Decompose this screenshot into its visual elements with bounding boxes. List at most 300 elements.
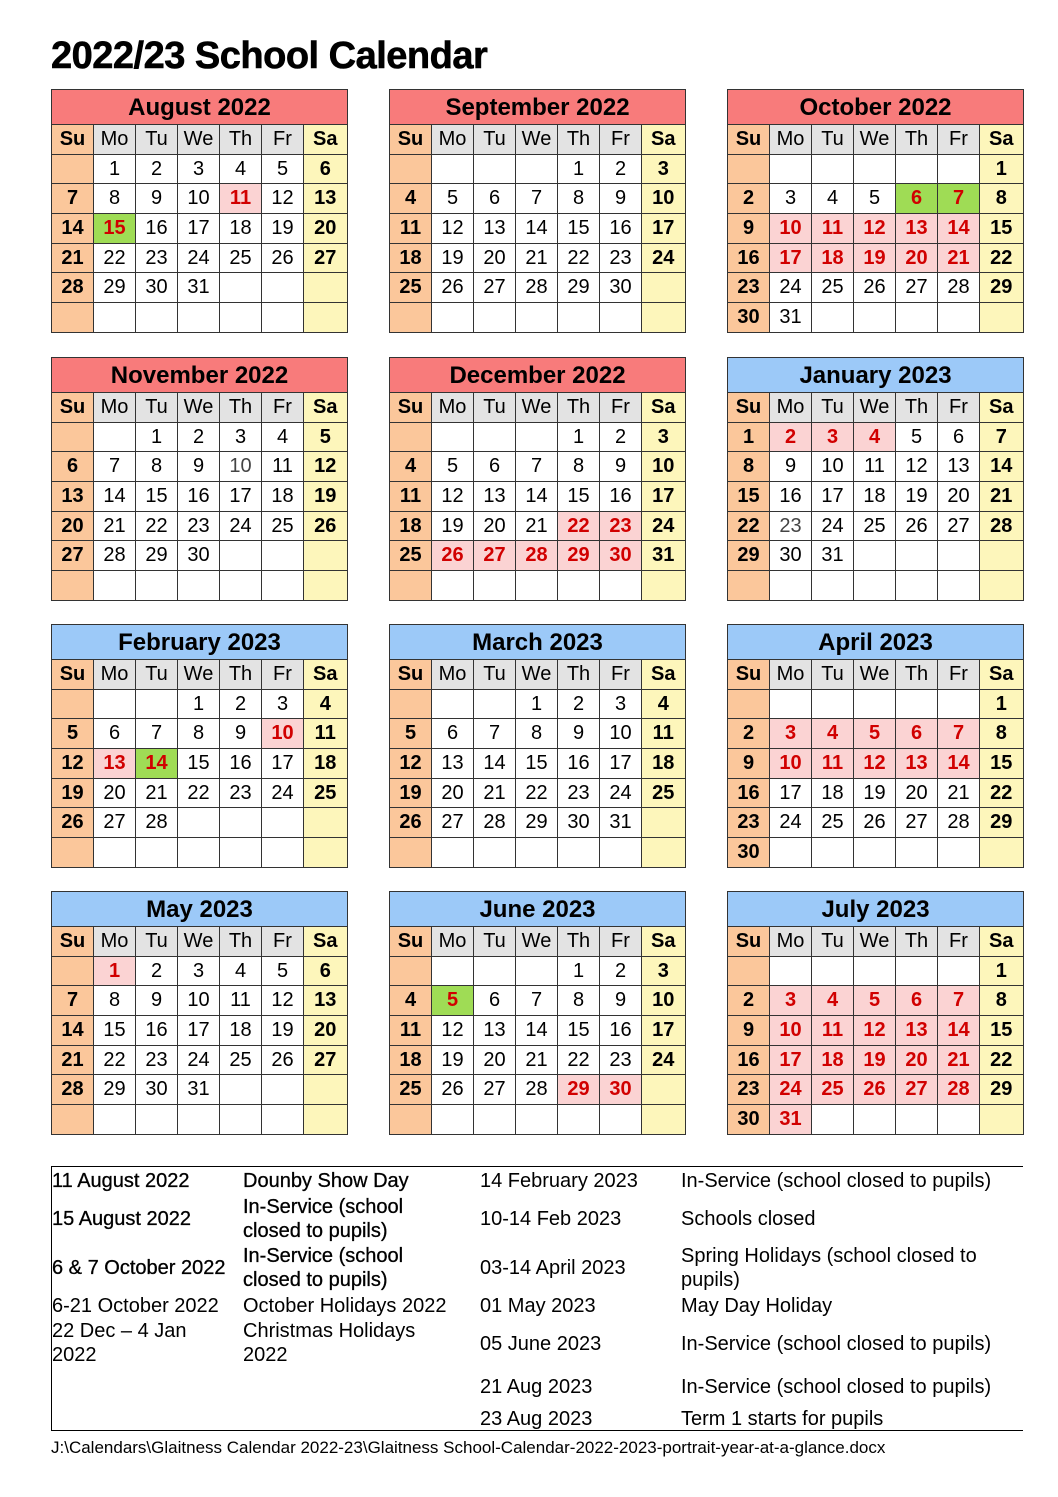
day-cell: 7 [94, 452, 136, 482]
day-cell: 7 [516, 452, 558, 482]
day-cell: 27 [896, 273, 938, 303]
day-cell: 23 [600, 1046, 642, 1076]
day-cell: 14 [136, 749, 178, 779]
weekday-header: Fr [938, 660, 980, 690]
empty-day-cell [854, 838, 896, 868]
weekday-header: Tu [136, 125, 178, 155]
day-cell: 13 [896, 214, 938, 244]
day-cell: 12 [432, 214, 474, 244]
day-cell: 11 [390, 214, 432, 244]
day-cell: 26 [390, 808, 432, 838]
event-date: 6-21 October 2022 [52, 1295, 219, 1317]
day-cell: 6 [474, 986, 516, 1016]
empty-day-cell [516, 838, 558, 868]
day-cell: 2 [600, 423, 642, 453]
day-cell: 30 [178, 541, 220, 571]
day-cell: 31 [770, 303, 812, 333]
day-cell: 27 [94, 808, 136, 838]
day-cell: 28 [52, 1075, 94, 1105]
event-description: Spring Holidays (school closed to pupils) [681, 1245, 977, 1291]
day-cell: 27 [52, 541, 94, 571]
day-cell: 16 [220, 749, 262, 779]
empty-day-cell [432, 690, 474, 720]
empty-day-cell [770, 957, 812, 987]
empty-day-cell [136, 690, 178, 720]
day-cell: 13 [474, 482, 516, 512]
day-cell: 22 [558, 1046, 600, 1076]
day-cell: 25 [220, 1046, 262, 1076]
empty-day-cell [980, 571, 1024, 601]
day-cell: 22 [516, 779, 558, 809]
empty-day-cell [642, 571, 686, 601]
day-cell: 8 [178, 719, 220, 749]
day-cell: 20 [304, 1016, 348, 1046]
empty-day-cell [304, 808, 348, 838]
month-calendar [389, 357, 686, 601]
day-cell: 28 [516, 273, 558, 303]
empty-day-cell [390, 838, 432, 868]
empty-day-cell [262, 273, 304, 303]
day-cell: 3 [770, 184, 812, 214]
weekday-header: We [854, 927, 896, 957]
empty-day-cell [854, 957, 896, 987]
day-cell: 25 [304, 779, 348, 809]
empty-day-cell [304, 838, 348, 868]
day-cell: 25 [812, 1075, 854, 1105]
day-cell: 3 [642, 957, 686, 987]
day-cell: 3 [812, 423, 854, 453]
empty-day-cell [52, 838, 94, 868]
event-date: 11 August 2022 [52, 1170, 190, 1192]
day-cell: 4 [304, 690, 348, 720]
weekday-header: We [516, 927, 558, 957]
day-cell: 23 [220, 779, 262, 809]
day-cell: 19 [52, 779, 94, 809]
empty-day-cell [304, 571, 348, 601]
empty-day-cell [390, 690, 432, 720]
empty-day-cell [304, 273, 348, 303]
weekday-header: Mo [770, 660, 812, 690]
empty-day-cell [390, 957, 432, 987]
day-cell: 3 [220, 423, 262, 453]
day-cell: 2 [220, 690, 262, 720]
day-cell: 6 [474, 452, 516, 482]
empty-day-cell [136, 303, 178, 333]
empty-day-cell [516, 423, 558, 453]
weekday-header: Su [390, 927, 432, 957]
day-cell: 24 [600, 779, 642, 809]
empty-day-cell [432, 838, 474, 868]
month-title: January 2023 [728, 358, 1024, 393]
day-cell: 29 [516, 808, 558, 838]
day-cell: 19 [262, 1016, 304, 1046]
day-cell: 26 [432, 1075, 474, 1105]
day-cell: 8 [94, 986, 136, 1016]
empty-day-cell [474, 957, 516, 987]
day-cell: 10 [770, 1016, 812, 1046]
empty-day-cell [854, 690, 896, 720]
day-cell: 7 [52, 986, 94, 1016]
empty-day-cell [854, 1105, 896, 1135]
weekday-header: Su [728, 393, 770, 423]
day-cell: 8 [136, 452, 178, 482]
day-cell: 9 [728, 214, 770, 244]
day-cell: 2 [600, 155, 642, 185]
weekday-header: Mo [94, 927, 136, 957]
day-cell: 15 [980, 1016, 1024, 1046]
empty-day-cell [52, 303, 94, 333]
day-cell: 4 [262, 423, 304, 453]
day-cell: 13 [938, 452, 980, 482]
empty-day-cell [94, 303, 136, 333]
day-cell: 5 [432, 184, 474, 214]
empty-day-cell [390, 1105, 432, 1135]
day-cell: 16 [728, 244, 770, 274]
day-cell: 21 [474, 779, 516, 809]
day-cell: 23 [770, 512, 812, 542]
month-title: September 2022 [390, 90, 686, 125]
empty-day-cell [642, 1105, 686, 1135]
day-cell: 4 [220, 957, 262, 987]
day-cell: 12 [432, 1016, 474, 1046]
weekday-header: Fr [600, 927, 642, 957]
empty-day-cell [812, 690, 854, 720]
day-cell: 28 [516, 541, 558, 571]
day-cell: 15 [94, 214, 136, 244]
empty-day-cell [52, 690, 94, 720]
day-cell: 27 [432, 808, 474, 838]
day-cell: 12 [896, 452, 938, 482]
day-cell: 28 [938, 1075, 980, 1105]
empty-day-cell [178, 838, 220, 868]
day-cell: 4 [812, 986, 854, 1016]
day-cell: 28 [136, 808, 178, 838]
day-cell: 20 [474, 244, 516, 274]
day-cell: 5 [854, 719, 896, 749]
day-cell: 8 [94, 184, 136, 214]
day-cell: 16 [136, 214, 178, 244]
weekday-header: Su [390, 660, 432, 690]
day-cell: 3 [262, 690, 304, 720]
day-cell: 11 [812, 749, 854, 779]
day-cell: 11 [390, 482, 432, 512]
day-cell: 8 [728, 452, 770, 482]
day-cell: 8 [980, 986, 1024, 1016]
empty-day-cell [812, 571, 854, 601]
day-cell: 24 [770, 1075, 812, 1105]
day-cell: 17 [178, 214, 220, 244]
day-cell: 15 [980, 749, 1024, 779]
day-cell: 9 [728, 1016, 770, 1046]
weekday-header: Sa [304, 125, 348, 155]
day-cell: 14 [94, 482, 136, 512]
weekday-header: Fr [600, 660, 642, 690]
day-cell: 4 [220, 155, 262, 185]
empty-day-cell [474, 690, 516, 720]
day-cell: 25 [390, 1075, 432, 1105]
month-calendar [389, 89, 686, 333]
empty-day-cell [854, 303, 896, 333]
page-title: 2022/23 School Calendar [51, 35, 488, 77]
day-cell: 19 [432, 512, 474, 542]
event-date: 23 Aug 2023 [480, 1408, 593, 1430]
day-cell: 6 [474, 184, 516, 214]
day-cell: 21 [938, 244, 980, 274]
day-cell: 4 [390, 184, 432, 214]
day-cell: 27 [474, 1075, 516, 1105]
day-cell: 24 [770, 808, 812, 838]
day-cell: 3 [178, 155, 220, 185]
day-cell: 15 [558, 482, 600, 512]
empty-day-cell [642, 303, 686, 333]
day-cell: 22 [94, 244, 136, 274]
event-date: 14 February 2023 [480, 1170, 638, 1192]
day-cell: 29 [558, 273, 600, 303]
day-cell: 28 [938, 808, 980, 838]
day-cell: 27 [938, 512, 980, 542]
empty-day-cell [896, 571, 938, 601]
day-cell: 7 [938, 184, 980, 214]
day-cell: 30 [728, 303, 770, 333]
day-cell: 30 [136, 273, 178, 303]
day-cell: 19 [896, 482, 938, 512]
day-cell: 20 [896, 1046, 938, 1076]
weekday-header: Fr [262, 660, 304, 690]
day-cell: 29 [94, 1075, 136, 1105]
day-cell: 4 [390, 452, 432, 482]
day-cell: 23 [178, 512, 220, 542]
empty-day-cell [938, 155, 980, 185]
day-cell: 1 [558, 423, 600, 453]
weekday-header: Mo [770, 125, 812, 155]
day-cell: 22 [558, 244, 600, 274]
weekday-header: Th [558, 393, 600, 423]
day-cell: 20 [896, 779, 938, 809]
empty-day-cell [896, 957, 938, 987]
day-cell: 11 [642, 719, 686, 749]
day-cell: 31 [770, 1105, 812, 1135]
day-cell: 25 [390, 273, 432, 303]
event-description: In-Service (school closed to pupils) [681, 1170, 992, 1192]
empty-day-cell [770, 690, 812, 720]
day-cell: 29 [728, 541, 770, 571]
day-cell: 9 [178, 452, 220, 482]
weekday-header: Tu [812, 393, 854, 423]
day-cell: 3 [770, 986, 812, 1016]
day-cell: 15 [94, 1016, 136, 1046]
month-title: May 2023 [52, 892, 348, 927]
day-cell: 16 [600, 482, 642, 512]
day-cell: 24 [642, 512, 686, 542]
empty-day-cell [938, 838, 980, 868]
day-cell: 23 [600, 244, 642, 274]
day-cell: 29 [558, 1075, 600, 1105]
day-cell: 5 [262, 957, 304, 987]
empty-day-cell [220, 571, 262, 601]
day-cell: 17 [812, 482, 854, 512]
day-cell: 25 [854, 512, 896, 542]
day-cell: 13 [432, 749, 474, 779]
day-cell: 15 [136, 482, 178, 512]
empty-day-cell [600, 303, 642, 333]
empty-day-cell [94, 690, 136, 720]
day-cell: 22 [136, 512, 178, 542]
day-cell: 12 [432, 482, 474, 512]
month-title: July 2023 [728, 892, 1024, 927]
day-cell: 9 [728, 749, 770, 779]
day-cell: 2 [770, 423, 812, 453]
day-cell: 30 [728, 1105, 770, 1135]
day-cell: 26 [854, 1075, 896, 1105]
weekday-header: Tu [136, 660, 178, 690]
day-cell: 4 [812, 184, 854, 214]
weekday-header: We [178, 125, 220, 155]
empty-day-cell [642, 808, 686, 838]
weekday-header: We [178, 393, 220, 423]
empty-day-cell [812, 303, 854, 333]
weekday-header: Su [52, 660, 94, 690]
empty-day-cell [938, 957, 980, 987]
month-title: April 2023 [728, 625, 1024, 660]
day-cell: 27 [474, 273, 516, 303]
empty-day-cell [136, 1105, 178, 1135]
empty-day-cell [432, 303, 474, 333]
empty-day-cell [812, 155, 854, 185]
day-cell: 14 [52, 1016, 94, 1046]
day-cell: 18 [220, 214, 262, 244]
day-cell: 17 [770, 779, 812, 809]
day-cell: 31 [178, 1075, 220, 1105]
empty-day-cell [600, 1105, 642, 1135]
day-cell: 17 [600, 749, 642, 779]
day-cell: 30 [600, 273, 642, 303]
weekday-header: Th [896, 125, 938, 155]
day-cell: 11 [812, 214, 854, 244]
day-cell: 19 [432, 1046, 474, 1076]
empty-day-cell [178, 1105, 220, 1135]
day-cell: 5 [390, 719, 432, 749]
day-cell: 16 [600, 214, 642, 244]
empty-day-cell [558, 838, 600, 868]
month-calendar [51, 624, 348, 868]
day-cell: 1 [516, 690, 558, 720]
day-cell: 6 [94, 719, 136, 749]
day-cell: 16 [728, 1046, 770, 1076]
empty-day-cell [178, 571, 220, 601]
day-cell: 12 [262, 184, 304, 214]
weekday-header: Mo [432, 125, 474, 155]
weekday-header: Mo [94, 393, 136, 423]
empty-day-cell [516, 303, 558, 333]
day-cell: 14 [52, 214, 94, 244]
day-cell: 3 [770, 719, 812, 749]
day-cell: 16 [728, 779, 770, 809]
day-cell: 18 [812, 1046, 854, 1076]
day-cell: 13 [52, 482, 94, 512]
day-cell: 15 [980, 214, 1024, 244]
day-cell: 10 [178, 986, 220, 1016]
day-cell: 2 [136, 957, 178, 987]
day-cell: 26 [432, 273, 474, 303]
day-cell: 14 [938, 749, 980, 779]
empty-day-cell [516, 155, 558, 185]
day-cell: 6 [896, 184, 938, 214]
day-cell: 5 [304, 423, 348, 453]
event-description: Christmas Holidays 2022 [243, 1320, 416, 1366]
empty-day-cell [432, 1105, 474, 1135]
empty-day-cell [178, 303, 220, 333]
empty-day-cell [728, 571, 770, 601]
event-date: 15 August 2022 [52, 1208, 192, 1230]
month-calendar [389, 891, 686, 1135]
empty-day-cell [600, 571, 642, 601]
day-cell: 30 [600, 541, 642, 571]
day-cell: 3 [600, 690, 642, 720]
day-cell: 23 [600, 512, 642, 542]
month-title: December 2022 [390, 358, 686, 393]
day-cell: 11 [262, 452, 304, 482]
day-cell: 20 [474, 1046, 516, 1076]
event-date: 10-14 Feb 2023 [480, 1208, 622, 1230]
day-cell: 11 [304, 719, 348, 749]
event-description: Schools closed [681, 1208, 816, 1230]
empty-day-cell [770, 571, 812, 601]
day-cell: 19 [262, 214, 304, 244]
day-cell: 5 [854, 986, 896, 1016]
empty-day-cell [390, 303, 432, 333]
day-cell: 15 [728, 482, 770, 512]
day-cell: 9 [136, 986, 178, 1016]
day-cell: 12 [854, 749, 896, 779]
day-cell: 21 [136, 779, 178, 809]
weekday-header: Mo [94, 125, 136, 155]
day-cell: 26 [262, 1046, 304, 1076]
day-cell: 21 [52, 244, 94, 274]
weekday-header: Fr [938, 927, 980, 957]
day-cell: 21 [938, 779, 980, 809]
day-cell: 17 [770, 244, 812, 274]
day-cell: 29 [980, 1075, 1024, 1105]
empty-day-cell [938, 571, 980, 601]
day-cell: 6 [304, 155, 348, 185]
weekday-header: Th [220, 927, 262, 957]
month-title: February 2023 [52, 625, 348, 660]
day-cell: 18 [220, 1016, 262, 1046]
weekday-header: Sa [642, 393, 686, 423]
day-cell: 25 [390, 541, 432, 571]
empty-day-cell [854, 155, 896, 185]
empty-day-cell [938, 541, 980, 571]
day-cell: 14 [938, 214, 980, 244]
day-cell: 18 [262, 482, 304, 512]
weekday-header: Mo [94, 660, 136, 690]
day-cell: 5 [432, 986, 474, 1016]
weekday-header: Fr [262, 927, 304, 957]
empty-day-cell [432, 423, 474, 453]
day-cell: 27 [896, 808, 938, 838]
empty-day-cell [262, 808, 304, 838]
weekday-header: Th [558, 927, 600, 957]
day-cell: 30 [600, 1075, 642, 1105]
day-cell: 21 [516, 512, 558, 542]
day-cell: 9 [770, 452, 812, 482]
day-cell: 22 [980, 1046, 1024, 1076]
empty-day-cell [642, 273, 686, 303]
weekday-header: Th [896, 927, 938, 957]
day-cell: 5 [262, 155, 304, 185]
day-cell: 20 [474, 512, 516, 542]
weekday-header: Fr [600, 125, 642, 155]
